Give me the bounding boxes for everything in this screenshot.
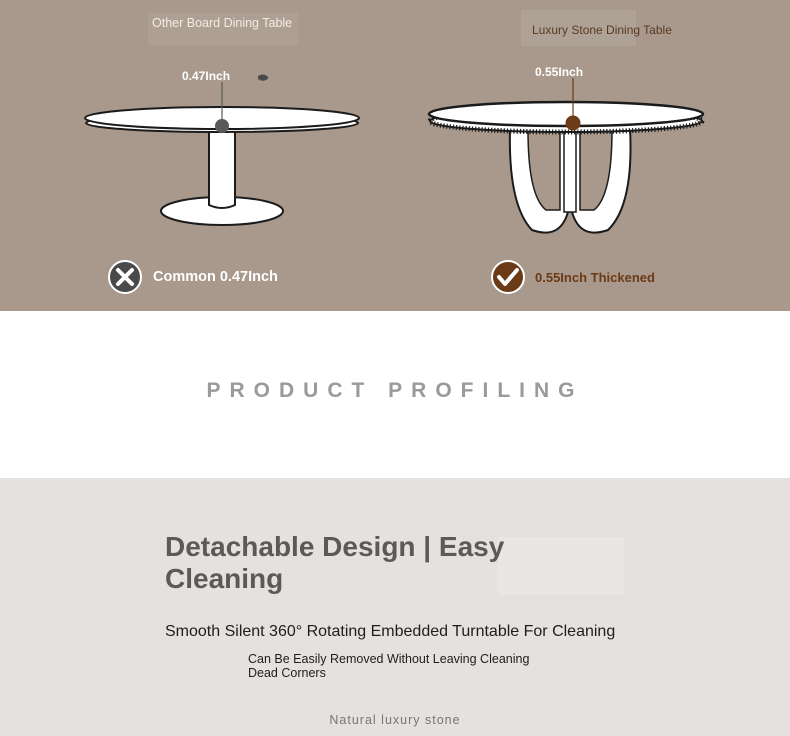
left-thickness-label: 0.47Inch (182, 69, 231, 83)
check-mark-icon (491, 260, 525, 294)
left-measure-marker (258, 75, 268, 81)
section-title: PRODUCT PROFILING (206, 379, 584, 402)
feature-heading: Detachable Design | Easy Cleaning (165, 531, 505, 594)
right-table-center-post (564, 128, 576, 212)
x-mark-icon (108, 260, 142, 294)
luxury-stone-table-illustration (429, 78, 703, 233)
product-profiling-section (0, 311, 790, 478)
feature-description: Can Be Easily Removed Without Leaving Cleaning Dead Corners (248, 652, 530, 680)
right-thickness-label: 0.55Inch (535, 65, 584, 79)
thickness-comparison-section (0, 0, 790, 311)
right-measure-dot (566, 116, 581, 131)
left-table-pedestal (209, 130, 235, 208)
thickened-verdict (491, 260, 655, 294)
left-measure-dot (215, 119, 229, 133)
feature-subheading: Smooth Silent 360° Rotating Embedded Turntable For Cleaning (165, 623, 616, 640)
common-thickness-text: Common 0.47Inch (153, 269, 278, 285)
common-thickness-verdict (108, 260, 278, 294)
luxury-stone-table-label: Luxury Stone Dining Table (521, 10, 636, 46)
feature-footer-caption: Natural luxury stone (329, 713, 461, 727)
detachable-design-section (0, 478, 790, 736)
other-board-table-label: Other Board Dining Table (148, 13, 298, 45)
other-board-table-illustration (85, 75, 359, 226)
thickened-text: 0.55Inch Thickened (535, 269, 655, 285)
